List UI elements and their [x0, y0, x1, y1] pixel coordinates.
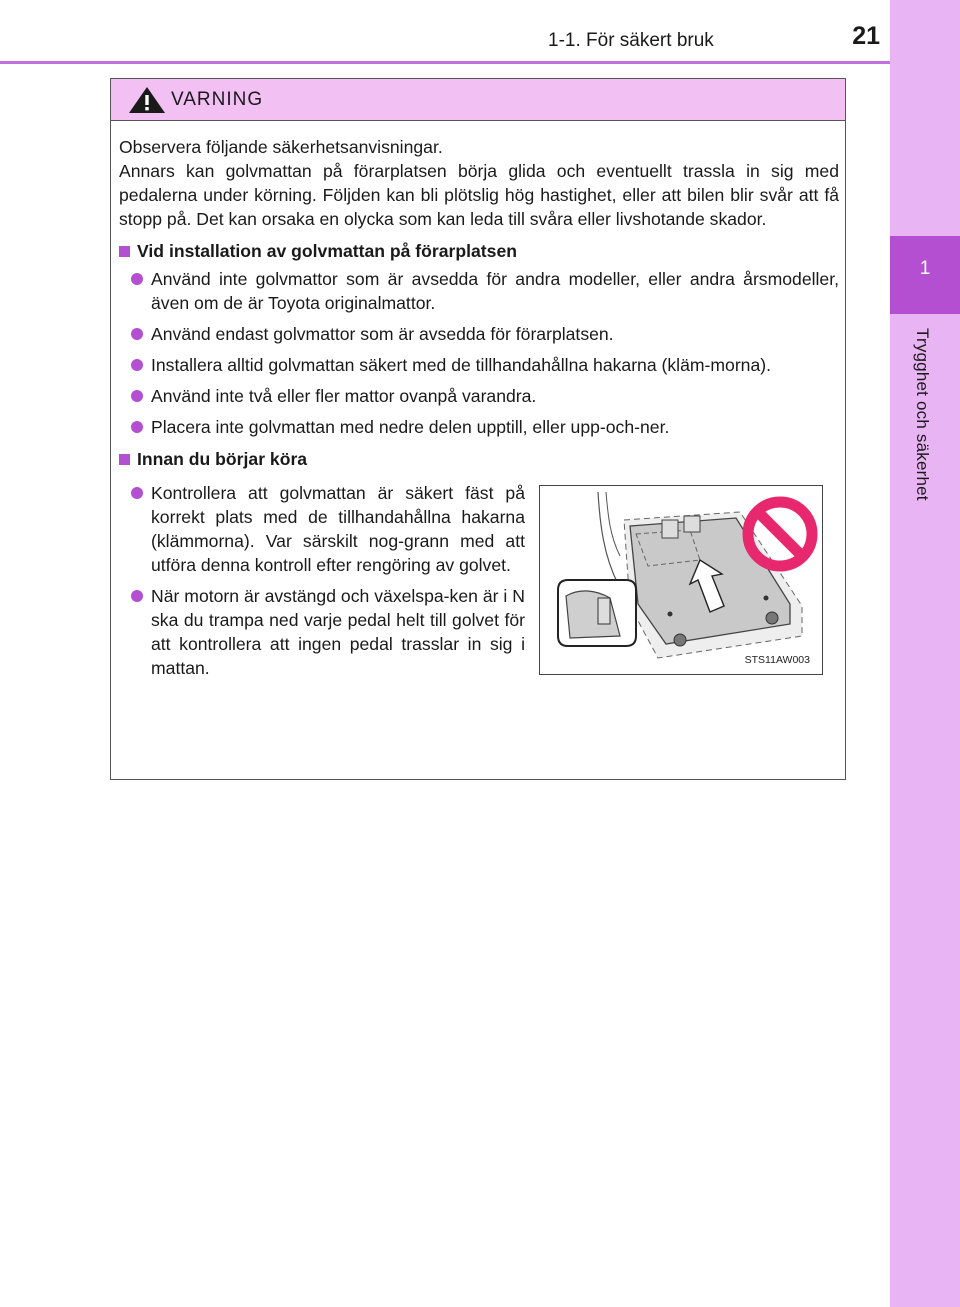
section-heading-text: Vid installation av golvmattan på förarplatsen: [137, 241, 517, 261]
warning-title: VARNING: [171, 89, 264, 110]
list-item-text: Kontrollera att golvmattan är säkert fäst på korrekt plats med de tillhandahållna hakarna (klämmorna). Var särskilt nog-grann med att utföra denna kontroll efter rengöring av golvet.: [151, 483, 525, 575]
list-item: [125, 384, 839, 408]
bullet-dot-icon: [131, 359, 143, 371]
section-heading-install: [119, 239, 839, 263]
list-item: [125, 415, 839, 439]
warning-box: [110, 78, 846, 780]
list-item-text: Installera alltid golvmattan säkert med de tillhandahållna hakarna (kläm-morna).: [151, 355, 771, 375]
chapter-title: Trygghet och säkerhet: [913, 328, 932, 501]
section-heading-before-driving: [119, 447, 839, 471]
bullet-dot-icon: [131, 487, 143, 499]
list-item-text: Placera inte golvmattan med nedre delen upptill, eller upp-och-ner.: [151, 417, 670, 437]
warning-triangle-icon: [127, 85, 167, 115]
list-item: [125, 322, 839, 346]
section-heading-text: Innan du börjar köra: [137, 449, 308, 469]
bullet-dot-icon: [131, 273, 143, 285]
square-bullet-icon: [119, 246, 130, 257]
warning-intro-1: Observera följande säkerhetsanvisningar.: [119, 137, 443, 157]
bullet-dot-icon: [131, 421, 143, 433]
chapter-number: 1: [919, 258, 931, 279]
bullet-dot-icon: [131, 590, 143, 602]
header-divider: [0, 61, 890, 64]
chapter-side-tab: [890, 0, 960, 1307]
list-item-text: När motorn är avstängd och växelspa-ken är i N ska du trampa ned varje pedal helt till golvet för att kontrollera att ingen pedal trasslar in sig i mattan.: [151, 586, 525, 678]
list-item-text: Använd inte två eller fler mattor ovanpå varandra.: [151, 386, 537, 406]
before-driving-content: [119, 481, 839, 687]
warning-body: [119, 135, 839, 687]
figure-code: STS11AW003: [744, 654, 810, 666]
square-bullet-icon: [119, 454, 130, 465]
floor-mat-drawing: [540, 486, 822, 674]
list-item: [125, 267, 839, 315]
page-number: 21: [852, 22, 880, 50]
warning-intro-2: Annars kan golvmattan på förarplatsen börja glida och eventuellt trassla in sig med pedalerna under körning. Följden kan bli plötslig hög hastighet, eller att bilen blir svår att få stopp på. Det kan orsaka en olycka som kan leda till svåra eller livshotande skador.: [119, 161, 839, 229]
warning-header: [111, 79, 845, 121]
list-item: [125, 481, 525, 577]
list-item: [125, 584, 525, 680]
bullet-dot-icon: [131, 390, 143, 402]
list-item-text: Använd inte golvmattor som är avsedda för andra modeller, eller andra årsmodeller, även om de är Toyota originalmattor.: [151, 269, 839, 313]
bullet-dot-icon: [131, 328, 143, 340]
section-title: 1-1. För säkert bruk: [548, 30, 714, 51]
list-item: [125, 353, 839, 377]
list-item-text: Använd endast golvmattor som är avsedda för förarplatsen.: [151, 324, 614, 344]
before-driving-list: [119, 481, 525, 687]
floor-mat-illustration: [539, 485, 823, 675]
